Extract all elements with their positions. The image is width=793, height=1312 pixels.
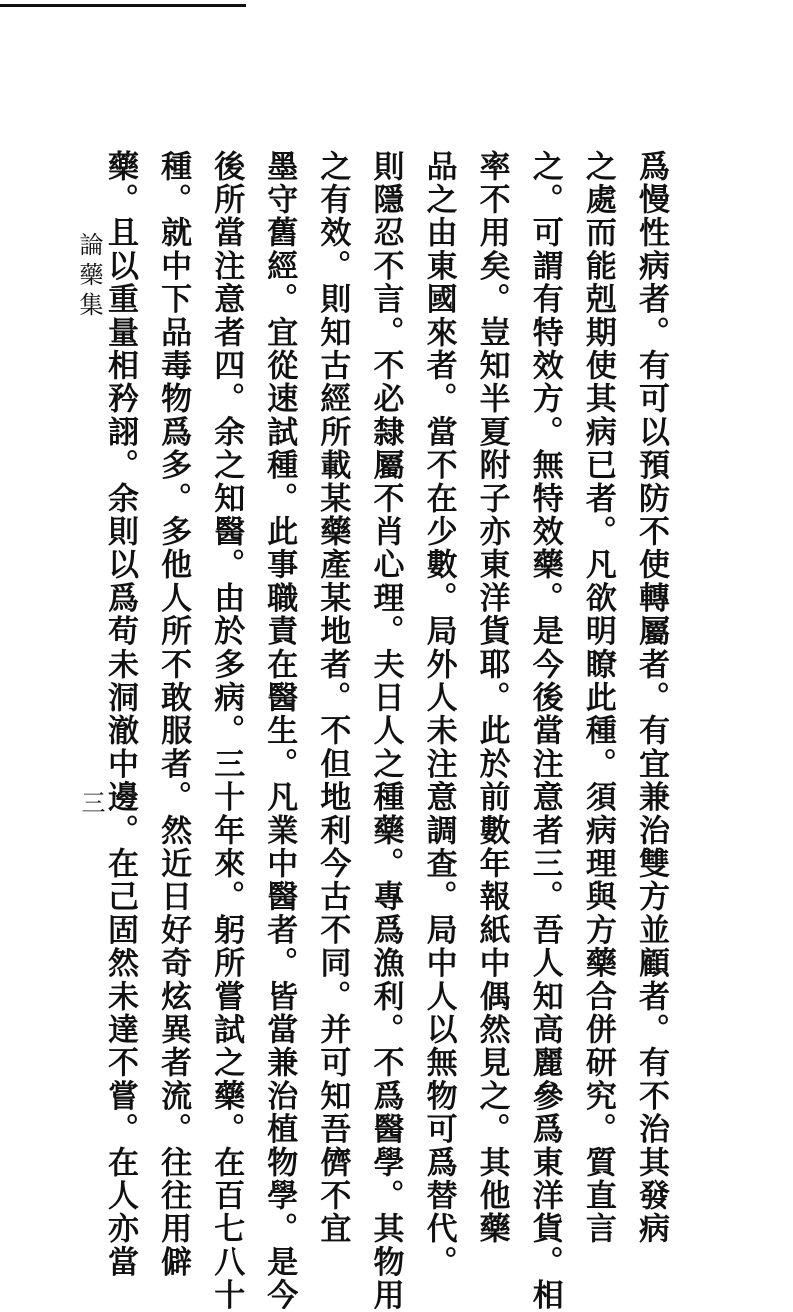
text-column: 墨守舊經。宜從速試種。此事職責在醫生。凡業中醫者。皆當兼治植物學。是今 [261, 150, 298, 1312]
text-column: 之。可謂有特效方。無特效藥。是今後當注意者三。吾人知高麗參爲東洋貨。相 [526, 150, 563, 1312]
text-column: 品之由東國來者。當不在少數。局外人未注意調查。局中人以無物可爲替代。 [420, 150, 457, 1279]
running-title: 論藥集 [75, 232, 103, 322]
body-text [102, 150, 669, 1312]
text-column: 種。就中下品毒物爲多。多他人所不敢服者。然近日好奇炫異者流。往往用僻 [155, 150, 192, 1279]
text-column: 爲慢性病者。有可以預防不使轉屬者。有宜兼治雙方並顧者。有不治其發病 [632, 150, 669, 1246]
text-column: 則隱忍不言。不必隸屬不肖心理。夫日人之種藥。專爲漁利。不爲醫學。其物用 [367, 150, 404, 1312]
text-column: 之有效。則知古經所載某藥產某地者。不但地利今古不同。并可知吾儕不宜 [314, 150, 351, 1246]
text-column: 後所當注意者四。余之知醫。由於多病。三十年來。躬所嘗試之藥。在百七八十 [208, 150, 245, 1312]
top-border-rule [0, 4, 246, 7]
text-column: 藥。且以重量相矜詡。余則以爲苟未洞澈中邊。在己固然未達不嘗。在人亦當 [102, 150, 138, 1279]
text-column: 率不用矣。豈知半夏附子亦東洋貨耶。此於前數年報紙中偶然見之。其他藥 [473, 150, 510, 1246]
text-column: 之處而能剋期使其病已者。凡欲明瞭此種。須病理與方藥合併研究。質直言 [579, 150, 616, 1246]
page-number: 三 [77, 790, 105, 814]
